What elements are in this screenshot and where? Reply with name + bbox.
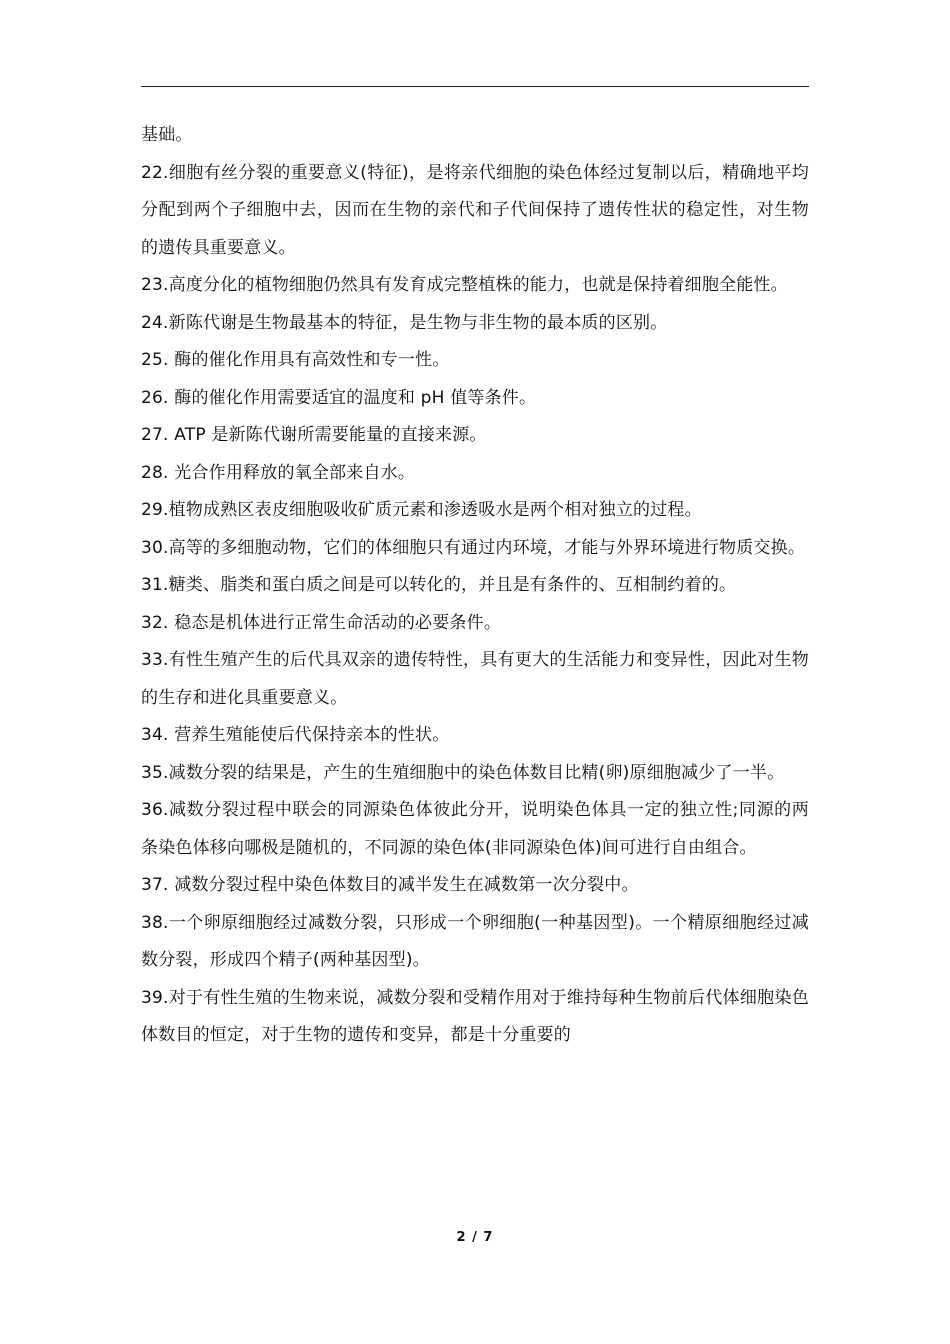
paragraph-item-37: 37. 减数分裂过程中染色体数目的减半发生在减数第一次分裂中。 <box>141 875 639 895</box>
paragraph-item-36: 36.减数分裂过程中联会的同源染色体彼此分开，说明染色体具一定的独立性;同源的两条染色体移向哪极是随机的，不同源的染色体(非同源染色体)间可进行自由组合。 <box>141 800 809 858</box>
paragraph-item-22: 22.细胞有丝分裂的重要意义(特征)，是将亲代细胞的染色体经过复制以后，精确地平均分配到两个子细胞中去，因而在生物的亲代和子代间保持了遗传性状的稳定性，对生物的遗传具重要意义。 <box>141 162 809 258</box>
paragraph-item-23: 23.高度分化的植物细胞仍然具有发育成完整植株的能力，也就是保持着细胞全能性。 <box>141 275 788 295</box>
document-body <box>141 117 809 1055</box>
header-divider <box>141 86 809 87</box>
paragraph-continuation: 基础。 <box>141 125 193 145</box>
paragraph-item-39: 39.对于有性生殖的生物来说，减数分裂和受精作用对于维持每种生物前后代体细胞染色体数目的恒定，对于生物的遗传和变异，都是十分重要的 <box>141 987 809 1045</box>
paragraph-item-26: 26. 酶的催化作用需要适宜的温度和 pH 值等条件。 <box>141 387 537 408</box>
paragraph-item-28: 28. 光合作用释放的氧全部来自水。 <box>141 462 416 483</box>
paragraph-item-30: 30.高等的多细胞动物，它们的体细胞只有通过内环境，才能与外界环境进行物质交换。 <box>141 537 806 558</box>
page-number: 2 / 7 <box>456 1230 494 1245</box>
paragraph-item-27: 27. ATP 是新陈代谢所需要能量的直接来源。 <box>141 425 487 445</box>
paragraph-item-29: 29.植物成熟区表皮细胞吸收矿质元素和渗透吸水是两个相对独立的过程。 <box>141 500 702 520</box>
paragraph-item-24: 24.新陈代谢是生物最基本的特征，是生物与非生物的最本质的区别。 <box>141 312 668 333</box>
paragraph-item-31: 31.糖类、脂类和蛋白质之间是可以转化的，并且是有条件的、互相制约着的。 <box>141 575 737 595</box>
paragraph-item-32: 32. 稳态是机体进行正常生命活动的必要条件。 <box>141 612 502 633</box>
paragraph-item-38: 38.一个卵原细胞经过减数分裂，只形成一个卵细胞(一种基因型)。一个精原细胞经过减数分裂，形成四个精子(两种基因型)。 <box>141 912 809 970</box>
paragraph-item-35: 35.减数分裂的结果是，产生的生殖细胞中的染色体数目比精(卵)原细胞减少了一半。 <box>141 762 785 783</box>
paragraph-item-34: 34. 营养生殖能使后代保持亲本的性状。 <box>141 725 450 745</box>
paragraph-item-25: 25. 酶的催化作用具有高效性和专一性。 <box>141 350 450 370</box>
paragraph-item-33: 33.有性生殖产生的后代具双亲的遗传特性，具有更大的生活能力和变异性，因此对生物的生存和进化具重要意义。 <box>141 650 809 708</box>
